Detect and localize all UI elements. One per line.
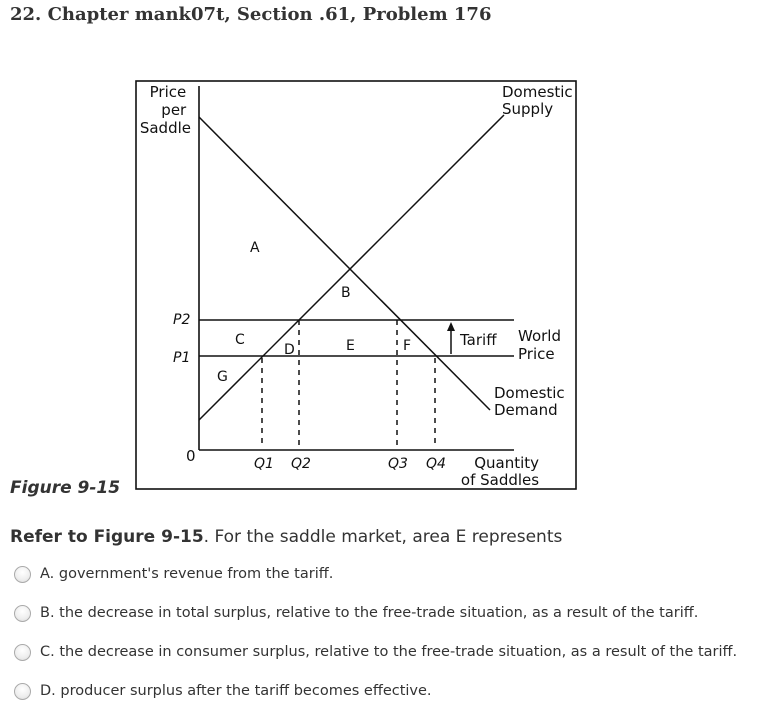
area-b-label: B bbox=[341, 285, 351, 301]
supply-label-line2: Supply bbox=[502, 100, 554, 118]
x-axis-label-line1: Quantity bbox=[474, 454, 540, 472]
figure-frame bbox=[136, 81, 576, 489]
p2-label: P2 bbox=[173, 312, 191, 328]
domestic-demand-curve bbox=[199, 117, 490, 410]
area-a-label: A bbox=[250, 240, 260, 256]
area-e-label: E bbox=[346, 338, 355, 354]
question-prompt: . For the saddle market, area E represents bbox=[203, 527, 563, 547]
choice-c-label: C. the decrease in consumer surplus, relative to the free-trade situation, as a result of the tariff. bbox=[40, 644, 738, 660]
tariff-label: Tariff bbox=[460, 331, 497, 349]
question-text bbox=[10, 527, 562, 547]
choice-c-radio[interactable] bbox=[14, 644, 31, 661]
area-c-label: C bbox=[235, 332, 245, 348]
svg-text:Domestic Demand bbox=[494, 384, 569, 419]
q1-label: Q1 bbox=[254, 456, 274, 472]
world-price-label-line2: Price bbox=[518, 345, 555, 363]
choice-a[interactable] bbox=[14, 563, 333, 585]
origin-label: 0 bbox=[186, 447, 196, 465]
world-price-label-line1: World bbox=[518, 327, 561, 345]
domestic-supply-curve bbox=[199, 115, 504, 420]
choice-d-radio[interactable] bbox=[14, 683, 31, 700]
x-axis-label-line2: of Saddles bbox=[460, 471, 540, 489]
svg-text:Price per Saddle bbox=[140, 83, 191, 137]
y-axis-label-line3: Saddle bbox=[139, 119, 191, 137]
supply-label-line1: Domestic bbox=[502, 83, 573, 101]
y-axis-label-line1: Price bbox=[149, 83, 187, 101]
choice-d[interactable] bbox=[14, 680, 432, 702]
choice-a-label: A. government's revenue from the tariff. bbox=[40, 566, 334, 582]
area-d-label: D bbox=[284, 342, 295, 358]
q4-label: Q4 bbox=[426, 456, 446, 472]
choice-a-radio[interactable] bbox=[14, 566, 31, 583]
question-figure-reference: Refer to Figure 9-15 bbox=[10, 527, 204, 547]
q2-label: Q2 bbox=[291, 456, 311, 472]
demand-label-line2: Demand bbox=[494, 401, 558, 419]
area-f-label: F bbox=[403, 338, 412, 354]
y-axis-label-line2: per bbox=[161, 101, 187, 119]
demand-label-line1: Domestic bbox=[494, 384, 565, 402]
choice-b-radio[interactable] bbox=[14, 605, 31, 622]
svg-text:Quantity of Saddles bbox=[461, 454, 544, 489]
svg-text:World Price bbox=[518, 327, 566, 363]
choice-d-label: D. producer surplus after the tariff becomes effective. bbox=[40, 683, 432, 699]
p1-label: P1 bbox=[173, 350, 191, 366]
q3-label: Q3 bbox=[388, 456, 408, 472]
area-g-label: G bbox=[217, 369, 228, 385]
tariff-arrow-head bbox=[447, 322, 455, 331]
choice-b-label: B. the decrease in total surplus, relative to the free-trade situation, as a result of the tariff. bbox=[40, 605, 699, 621]
choice-b[interactable] bbox=[14, 602, 698, 624]
figure-caption: Figure 9-15 bbox=[10, 478, 121, 498]
svg-text:Domestic Supply bbox=[502, 83, 577, 118]
problem-title: 22. Chapter mank07t, Section .61, Problem 176 bbox=[10, 4, 492, 25]
choice-c[interactable] bbox=[14, 641, 737, 663]
